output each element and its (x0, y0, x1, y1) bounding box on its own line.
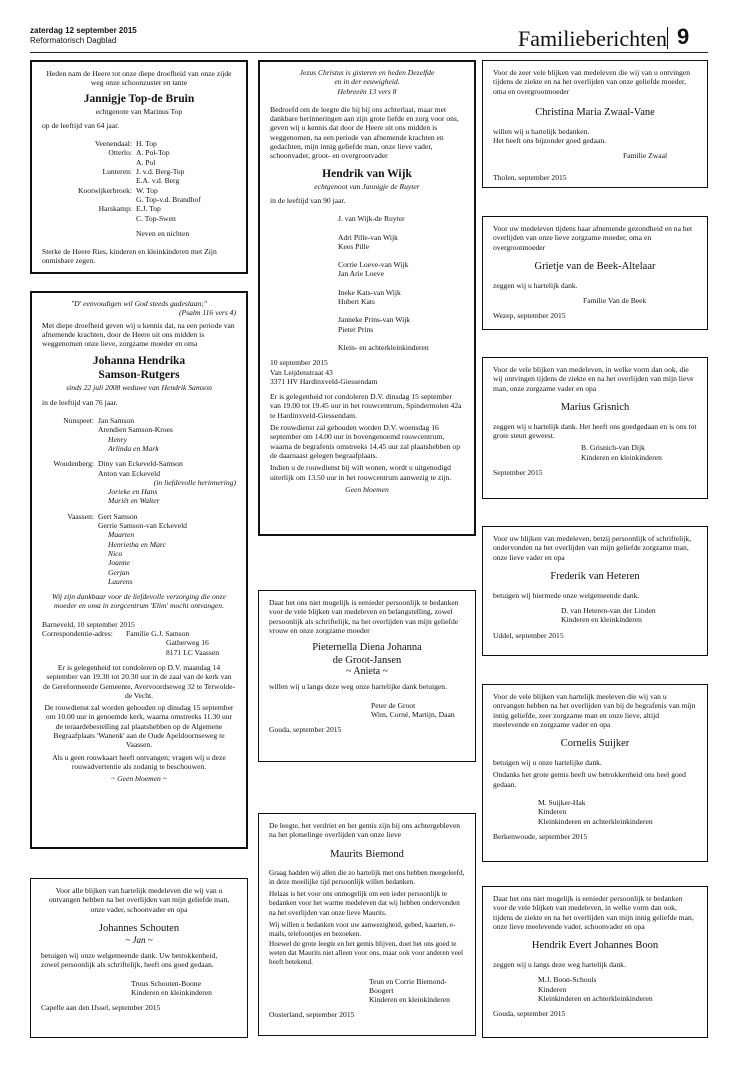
deceased-subtitle: sinds 22 juli 2008 weduwe van Hendrik Samson (66, 383, 212, 393)
notice-schouten (30, 878, 248, 1038)
family-member: Hubert Kats (338, 297, 375, 307)
deceased-age: in de leeftijd van 90 jaar. (270, 195, 346, 205)
correspondence-address (42, 629, 236, 657)
place-label: Nunspeet: (63, 416, 94, 426)
psalm-reference: (Psalm 116 vers 4) (178, 308, 236, 318)
deceased-subtitle: echtgenote van Marinus Top (95, 106, 183, 116)
family-member: J. van Wijk-de Ruyter (338, 214, 405, 224)
deceased-nickname: ~ Jan ~ (125, 934, 153, 945)
thanks-text: zeggen wij u langs deze weg hartelijk dank. (493, 960, 626, 970)
notice-samson-rutgers (30, 291, 248, 849)
family-spacer (270, 279, 464, 288)
family-member: C. Top-Swen (136, 213, 176, 223)
place-date: Barneveld, 10 september 2015 (42, 619, 135, 629)
family-member: J. v.d. Berg-Top (136, 167, 185, 177)
service-info: De rouwdienst zal worden gehouden op dinsdag 15 september om 10.00 uur in genoemde kerk, waarna omstreeks 11.30 uur de teraardebestelling zal plaatshebben op de Algemene Begraafplaats 'Wanenk' aan de Oude Apeldoornseweg te Vaassen. (44, 703, 234, 750)
notice-intro: Heden nam de Heere tot onze diepe droefheid van onze zijde weg onze schoonzuster en tante (46, 69, 232, 88)
signature: Kinderen en kleinkinderen (369, 995, 450, 1005)
deceased-name: Frederik van Heteren (550, 570, 640, 582)
deceased-name: Marius Grisnich (560, 401, 630, 413)
family-member: Ineke Kats-van Wijk (338, 287, 401, 297)
family-spacer (270, 306, 464, 315)
thanks-paragraph: Graag hadden wij allen die zo hartelijk met ons hebben meegeleefd, in deze moeilijke tijd persoonlijk willen bedanken. (269, 868, 465, 886)
memorial-note: (in liefdevolle herinnering) (153, 477, 236, 487)
deceased-surname: Samson-Rutgers (98, 369, 180, 382)
signature: Kinderen en kleinkinderen (581, 452, 662, 462)
signature: Kleinkinderen en achterkleinkinderen (538, 994, 653, 1004)
condolence-info: Er is gelegenheid tot condoleren D.V. dinsdag 15 september van 19.00 tot 19.45 uur in het rouwcentrum, Spindermolen 42a te Hardinxveld-Giessendam. (270, 392, 462, 420)
notice-intro: Bedroefd om de leegte die hij bij ons achterlaat, maar met dankbare herinneringen aan zijn grote liefde en zorg voor ons, geven wij u kennis dat door de Heere uit ons midden is weggenomen, na een periode van afnemende krachten en gedachten, mijn innig geliefde man, onze lieve vader, schoonvader, groot- en overgrootvader (270, 104, 459, 161)
place-date: Capelle aan den IJssel, september 2015 (41, 1003, 161, 1013)
notice-intro: Voor de vele blijken van hartelijk meeleven die wij van u ontvangen hebben na het overlijden van bij de begrafenis van mijn innig geliefde, zeer zorgzame man en onze lieve, altijd meelevende en zorgzame vader en opa (493, 692, 696, 729)
notice-intro: Voor de zeer vele blijken van medeleven die wij van u ontvingen tijdens de ziekte en na het overlijden van onze geliefde moeder, oma en overgrootmoeder (493, 68, 691, 96)
family-member: Pieter Prins (338, 324, 374, 334)
notice-intro: Voor alle blijken van hartelijk medeleven die wij van u ontvangen hebben na het overlijden van mijn geliefde man, onze vader, schoonvader en opa (48, 886, 230, 914)
signature: M. Suijker-Hak (538, 798, 586, 808)
family-spacer (270, 224, 464, 233)
address-label: Correspondentie-adres: (42, 629, 113, 639)
notice-intro: Voor de vele blijken van medeleven, in welke vorm dan ook, die wij ontvingen tijdens de ziekte en na het overlijden van mijn lieve man, onze zorgzame vader en opa (493, 365, 694, 393)
thanks-paragraph: Wij willen u bedanken voor uw aanwezigheid, gebed, kaarten, e-mails, telefoontjes en bezoeken. (269, 921, 456, 939)
place-date: Gouda, september 2015 (269, 725, 342, 735)
deceased-name: Hendrik Evert Johannes Boon (531, 940, 659, 952)
signature: Familie Van de Beek (583, 296, 647, 306)
family-member: Anton van Eckeveld (98, 468, 160, 478)
signature: Kleinkinderen en achterkleinkinderen (538, 816, 653, 826)
place-label: Harskamp: (98, 204, 132, 214)
family-member: A. Pol-Top (136, 148, 170, 158)
thanks-text: Het heeft ons bijzonder goed gedaan. (493, 136, 607, 146)
family-spacer (270, 251, 464, 260)
deceased-name: Christina Maria Zwaal-Vane (535, 106, 655, 118)
place-label: Veenendaal: (94, 139, 132, 149)
deceased-name: Maurits Biemond (330, 848, 404, 860)
signature: Truus Schouten-Boone (131, 978, 201, 988)
grandchild: Mariët en Walter (108, 496, 160, 506)
signature: Familie Zwaal (623, 151, 668, 161)
family-woudenberg (42, 459, 236, 478)
thanks-text: zeggen wij u hartelijk dank. Het heeft ons goedgedaan en is ons tot grote steun geweest. (493, 421, 697, 441)
page-number: 9 (677, 24, 690, 49)
family-nunspeet (42, 416, 236, 435)
notice-van-wijk (258, 60, 476, 536)
notice-intro: De leegte, het verdriet en het gemis zijn bij ons achtergebleven na het plotselinge overlijden van onze lieve (269, 821, 461, 840)
family-member: G. Top-v.d. Brandhof (136, 194, 201, 204)
condolence-info: Er is gelegenheid tot condoleren op D.V. maandag 14 september van 19.30 tot 20.30 uur in de zaal van de kerk van de Gereformeerde Gemeente, Avervoordseweg 32 te Terwolde-de Vecht. (42, 662, 236, 700)
bible-verse: Jezus Christus is gisteren en heden Dezelfde (299, 68, 435, 77)
place-label: Woudenberg: (53, 459, 94, 469)
deceased-surname: de Groot-Jansen (332, 655, 402, 667)
deceased-name: Cornelis Suijker (560, 738, 630, 750)
deceased-nickname: ~ Anieta ~ (346, 666, 388, 678)
notice-van-heteren (482, 526, 708, 656)
address-line: Van Leijdenstraat 43 (270, 367, 333, 377)
signature: Kinderen en kleinkinderen (561, 615, 642, 625)
deceased-first-names: Pieternella Diena Johanna (312, 642, 422, 654)
family-member: W. Top (136, 185, 158, 195)
deceased-subtitle: echtgenoot van Jannigje de Ruyter (314, 181, 420, 191)
bible-verse: en in der eeuwigheid. (334, 77, 400, 87)
thanks-text: willen wij u langs deze weg onze hartelijke dank betuigen. (269, 682, 447, 692)
notice-zwaal-vane (482, 60, 708, 188)
deceased-name: Jannigje Top-de Bruin (83, 92, 195, 105)
place-date: Berkenwoude, september 2015 (493, 831, 588, 841)
place-date: Gouda, september 2015 (493, 1009, 566, 1019)
thanks-paragraph: Hoewel de grote leegte en het gemis blijven, doet het ons goed te weten dat Maurits niet alleen voor ons, maar ook voor anderen veel heeft betekend. (269, 939, 463, 967)
grandchild: Laurens (108, 576, 133, 586)
signature: B. Grisnich-van Dijk (581, 443, 645, 453)
deceased-name: Hendrik van Wijk (322, 167, 412, 180)
deceased-age: op de leeftijd van 64 jaar. (42, 120, 120, 130)
notice-suijker (482, 684, 708, 862)
deceased-name: Johannes Schouten (98, 922, 180, 934)
family-vaassen (42, 512, 236, 531)
notice-de-groot-jansen (258, 590, 476, 762)
family-member: H. Top (136, 139, 157, 149)
grandchild: Nico (108, 548, 123, 558)
no-card-note: Als u geen rouwkaart heeft ontvangen; vragen wij u deze rouwadvertentie als zodanig te beschouwen. (52, 752, 226, 771)
notice-intro: Met diepe droefheid geven wij u kennis dat, na een periode van afnemende krachten, door de Heere uit ons midden is weggenomen onze lieve, zorgzame moeder en oma (42, 320, 235, 349)
address-line: Gatherweg 16 (166, 638, 209, 648)
thanks-text: willen wij u hartelijk bedanken. (493, 126, 590, 136)
deceased-name: Grietje van de Beek-Altelaar (534, 260, 656, 272)
section-title: Familieberichten (518, 26, 668, 51)
grandchild: Henry (108, 434, 127, 444)
deceased-first-names: Johanna Hendrika (92, 355, 186, 368)
address-line: 8171 LC Vaassen (166, 647, 220, 657)
header-rule (30, 52, 708, 53)
notice-boon (482, 886, 708, 1038)
notice-biemond (258, 813, 476, 1036)
place-date: Uddel, september 2015 (493, 630, 564, 640)
family-member: Corrie Loeve-van Wijk (338, 260, 409, 270)
no-flowers: Geen bloemen (345, 484, 389, 494)
place-label: Vaassen: (67, 511, 94, 521)
notice-intro: Daar het ons niet mogelijk is eenieder persoonlijk te bedanken voor de vele blijken van medeleven en belangstelling, zowel persoonlijk als schriftelijk, na het overlijden van mijn geliefde vrouw en onze zorgzame moeder (269, 598, 459, 635)
thanks-text: betuigen wij u onze hartelijke dank. (493, 758, 602, 768)
family-member: A. Pol (136, 157, 156, 167)
signature: Kinderen (538, 807, 567, 817)
thanks-paragraph: Helaas is het voor ons onmogelijk om een ieder persoonlijk te bedanken voor het warme medeleven dat wij hebben ondervonden na het overlijden van onze lieve Maurits. (269, 890, 460, 917)
thanks-note: Wij zijn dankbaar voor de liefdevolle verzorging die onze moeder en oma in zorgcentrum 'Elim' mocht ontvangen. (52, 592, 226, 611)
attend-info: Indien u de rouwdienst bij wilt wonen, wordt u uitgenodigd uiterlijk om 13.50 uur in het rouwcentrum aanwezig te zijn. (270, 463, 452, 482)
place-date: September 2015 (493, 468, 543, 478)
family-spacer (270, 334, 464, 343)
header-divider (667, 27, 668, 49)
closing-text: Sterke de Heere Ries, kinderen en kleinkinderen met Zijn onmisbare zegen. (42, 247, 217, 266)
place-label: Lunteren: (102, 167, 132, 177)
signature: Kinderen (538, 984, 567, 994)
family-list (42, 139, 236, 223)
signature: Wim, Corné, Martijn, Daan (371, 710, 455, 720)
notice-intro: Voor uw blijken van medeleven, betzij persoonlijk of schriftelijk, ondervonden na het overlijden van mijn geliefde zorgzame man, onze lieve vader en opa (493, 534, 692, 562)
deceased-age: in de leeftijd van 76 jaar. (42, 397, 118, 407)
grandchild: Jorieke en Hans (108, 487, 158, 497)
family-member: Jan Samson (98, 416, 135, 426)
grandchild: Gerjan (108, 567, 130, 577)
place-label: Kootwijkerbroek: (78, 185, 132, 195)
issue-date: zaterdag 12 september 2015 (30, 26, 137, 35)
grandchildren: Klein- en achterkleinkinderen (338, 342, 429, 352)
signature: Kinderen en kleinkinderen (131, 988, 212, 998)
grandchild: Joanne (108, 558, 130, 568)
no-flowers: ~ Geen bloemen ~ (111, 774, 167, 784)
thanks-text: zeggen wij u hartelijk dank. (493, 280, 578, 290)
place-date: Oosterland, september 2015 (269, 1010, 355, 1020)
family-member: Kees Pille (338, 241, 370, 251)
family-member: Arendien Samson-Kroes (98, 425, 173, 435)
place-label: Otterlo: (108, 148, 132, 158)
newspaper-name: Reformatorisch Dagblad (30, 36, 117, 45)
signature: M.J. Boon-Schouls (538, 975, 597, 985)
thanks-text: Ondanks het grote gemis heeft uw betrokkenheid ons heel goed gedaan. (493, 770, 686, 789)
psalm-verse: "D' eenvoudigen wil God steeds gadeslaan;" (70, 299, 208, 308)
family-member: Gerrie Samson-van Eckeveld (98, 521, 187, 531)
signature: D. van Heteren-van der Linden (561, 606, 656, 616)
notice-intro: Voor uw medeleven tijdens haar afnemende gezondheid en na het overlijden van onze lieve zorgzame moeder, oma en overgrootmoeder (493, 224, 693, 252)
notice-van-de-beek (482, 216, 708, 330)
family-member: E.A. v.d. Berg (136, 176, 180, 186)
family-member: Janneke Prins-van Wijk (338, 315, 411, 325)
address-line: 10 september 2015 (270, 358, 328, 368)
family-member: Adri Pille-van Wijk (338, 232, 398, 242)
grandchild: Maarten (108, 530, 135, 540)
notice-top-de-bruin (30, 60, 248, 274)
bible-reference: Hebreeën 13 vers 8 (337, 86, 397, 96)
notice-grisnich (482, 357, 708, 499)
address-line: 3371 HV Hardinxveld-Giessendam (270, 376, 378, 386)
family-member: Jan Arie Loeve (338, 269, 384, 279)
family-member: E.J. Top (136, 204, 161, 214)
notice-intro: Daar het ons niet mogelijk is eenieder persoonlijk te bedanken voor de vele blijken van medeleven, in welke vorm dan ook, tijdens de ziekte en na het overlijden van mijn innig geliefde man, onze lieve meelevende vader, schoonvader en opa (493, 894, 694, 931)
address-line: Familie G.J. Samson (126, 629, 190, 639)
place-date: Wezep, september 2015 (493, 311, 566, 321)
thanks-text: betuigen wij hiermede onze welgemeende dank. (493, 590, 640, 600)
family-member: Gert Samson (98, 511, 138, 521)
grandchild: Henrietha en Marc (108, 539, 166, 549)
signature: Teun en Corrie Biemond-Boogert (369, 976, 447, 995)
signature: Peter de Groot (371, 700, 416, 710)
service-info: De rouwdienst zal gehouden worden D.V. woensdag 16 september om 14.00 uur in bovengenoemd rouwcentrum, waarna de begrafenis omstreeks 14.45 uur zal plaatshebben op de daarnaast gelegen begraafplaats. (270, 423, 460, 460)
thanks-text: betuigen wij onze welgemeende dank. Uw betrokkenheid, zowel persoonlijk als schriftelijk, heeft ons goed gedaan. (41, 951, 218, 970)
nephews-nieces: Neven en nichten (136, 228, 190, 238)
place-date: Tholen, september 2015 (493, 172, 567, 182)
grandchild: Arlinda en Mark (108, 443, 159, 453)
family-member: Diny van Eckeveld-Samson (98, 459, 183, 469)
